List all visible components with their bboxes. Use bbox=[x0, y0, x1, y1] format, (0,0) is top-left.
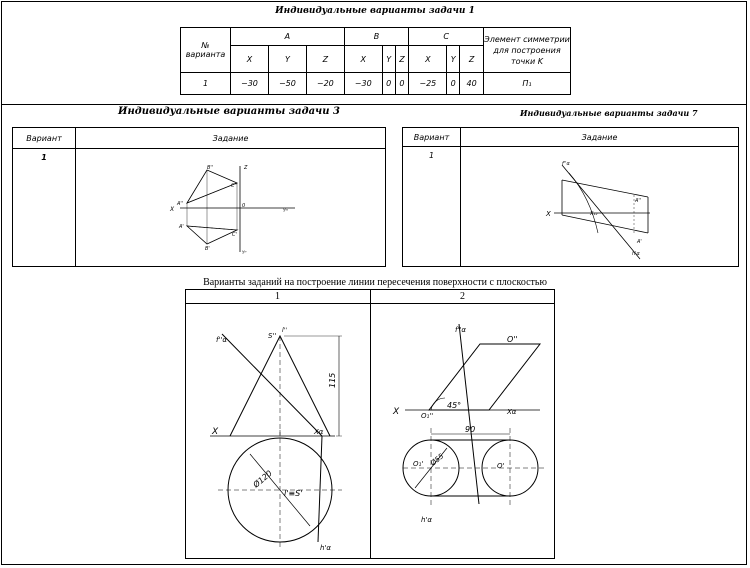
task7-title: Индивидуальные варианты задачи 7 bbox=[520, 108, 698, 118]
label-s2: S'' bbox=[268, 332, 277, 340]
parallelogram-bottom bbox=[562, 215, 648, 233]
separator-line bbox=[1, 104, 747, 105]
task3-variant: 1 bbox=[13, 149, 76, 267]
label-x: X bbox=[170, 206, 175, 213]
label-a2: A'' bbox=[177, 201, 184, 207]
label-o1: O₁'' bbox=[421, 412, 434, 420]
cell-az: −20 bbox=[306, 73, 344, 95]
head-element: Элемент симметрии для построения точки K bbox=[484, 28, 571, 73]
label-a1: A' bbox=[637, 239, 642, 245]
cylinder-drawing bbox=[385, 318, 550, 528]
coord-y: Y bbox=[268, 46, 306, 73]
label-h: h'α bbox=[632, 251, 640, 257]
label-o: 0 bbox=[242, 203, 246, 209]
plane-horizontal-trace bbox=[318, 436, 322, 542]
label-ls: l'≡S' bbox=[284, 489, 303, 498]
label-f: f''α bbox=[216, 336, 227, 344]
task3-col-task: Задание bbox=[76, 128, 386, 149]
label-o1b: O₁' bbox=[413, 460, 424, 468]
label-x12: Xα bbox=[314, 428, 324, 436]
task7-variant: 1 bbox=[403, 147, 461, 267]
label-b1: B' bbox=[205, 246, 210, 252]
task3-title: Индивидуальные варианты задачи 3 bbox=[118, 106, 340, 117]
cone-drawing bbox=[200, 318, 360, 558]
label-x: X bbox=[212, 427, 219, 437]
cell-bx: −30 bbox=[344, 73, 382, 95]
row-variant: 1 bbox=[181, 73, 231, 95]
label-o2: O'' bbox=[507, 335, 518, 344]
plane-trace bbox=[459, 324, 479, 504]
label-x: X bbox=[393, 407, 400, 417]
head-a: A bbox=[231, 28, 345, 46]
triangle-front bbox=[187, 170, 237, 203]
label-c1: C' bbox=[232, 232, 237, 238]
label-dim: 90 bbox=[465, 425, 476, 434]
head-variant: № варианта bbox=[181, 28, 231, 73]
label-b2: B'' bbox=[207, 165, 214, 171]
label-dim: 115 bbox=[328, 372, 337, 388]
cell-by: 0 bbox=[382, 73, 395, 95]
label-a2: A'' bbox=[635, 198, 642, 204]
label-dia: Ø120 bbox=[251, 468, 274, 490]
coord-y: Y bbox=[382, 46, 395, 73]
surface-col-1: 1 bbox=[275, 291, 280, 302]
task1-title: Индивидуальные варианты задачи 1 bbox=[275, 6, 475, 16]
coord-z: Z bbox=[306, 46, 344, 73]
coord-x: X bbox=[344, 46, 382, 73]
parallelogram-top bbox=[562, 180, 648, 197]
cell-cz: 40 bbox=[460, 73, 484, 95]
coord-z: Z bbox=[460, 46, 484, 73]
label-yw: Yᵂ bbox=[283, 208, 288, 213]
triangle-top bbox=[187, 226, 237, 244]
label-o: O' bbox=[497, 462, 505, 470]
label-yh: Yᴴ bbox=[242, 250, 247, 255]
label-l2: l'' bbox=[282, 327, 287, 334]
cell-cx: −25 bbox=[409, 73, 447, 95]
cell-bz: 0 bbox=[395, 73, 409, 95]
label-a1: A' bbox=[179, 224, 184, 230]
label-h: h'α bbox=[320, 544, 331, 552]
cell-element: Π₁ bbox=[484, 73, 571, 95]
label-x: X bbox=[546, 210, 551, 218]
label-c2: C'' bbox=[231, 183, 238, 189]
task7-drawing bbox=[540, 155, 665, 260]
head-c: C bbox=[409, 28, 484, 46]
task1-table bbox=[180, 27, 571, 95]
task3-drawing bbox=[165, 160, 315, 260]
coord-x: X bbox=[231, 46, 269, 73]
task7-col-task: Задание bbox=[461, 128, 739, 147]
head-b: B bbox=[344, 28, 409, 46]
surface-col-2: 2 bbox=[460, 291, 465, 302]
surface-title: Варианты заданий на построение линии пересечения поверхности с плоскостью bbox=[203, 277, 547, 288]
label-z: Z bbox=[244, 165, 248, 171]
plane-front-trace bbox=[222, 334, 322, 436]
task7-col-variant: Вариант bbox=[403, 128, 461, 147]
label-dia: Ø55 bbox=[429, 452, 446, 468]
cell-cy: 0 bbox=[447, 73, 460, 95]
coord-x: X bbox=[409, 46, 447, 73]
label-angle: 45° bbox=[447, 401, 462, 410]
label-x12: X₁₂ bbox=[590, 211, 598, 217]
label-f: f''α bbox=[455, 326, 466, 334]
task3-col-variant: Вариант bbox=[13, 128, 76, 149]
cylinder-front bbox=[429, 344, 540, 410]
coord-z: Z bbox=[395, 46, 409, 73]
label-f: f''α bbox=[562, 161, 570, 167]
label-x12: Xα bbox=[507, 408, 517, 416]
label-h: h'α bbox=[421, 516, 432, 524]
coord-y: Y bbox=[447, 46, 460, 73]
cell-ay: −50 bbox=[268, 73, 306, 95]
cell-ax: −30 bbox=[231, 73, 269, 95]
